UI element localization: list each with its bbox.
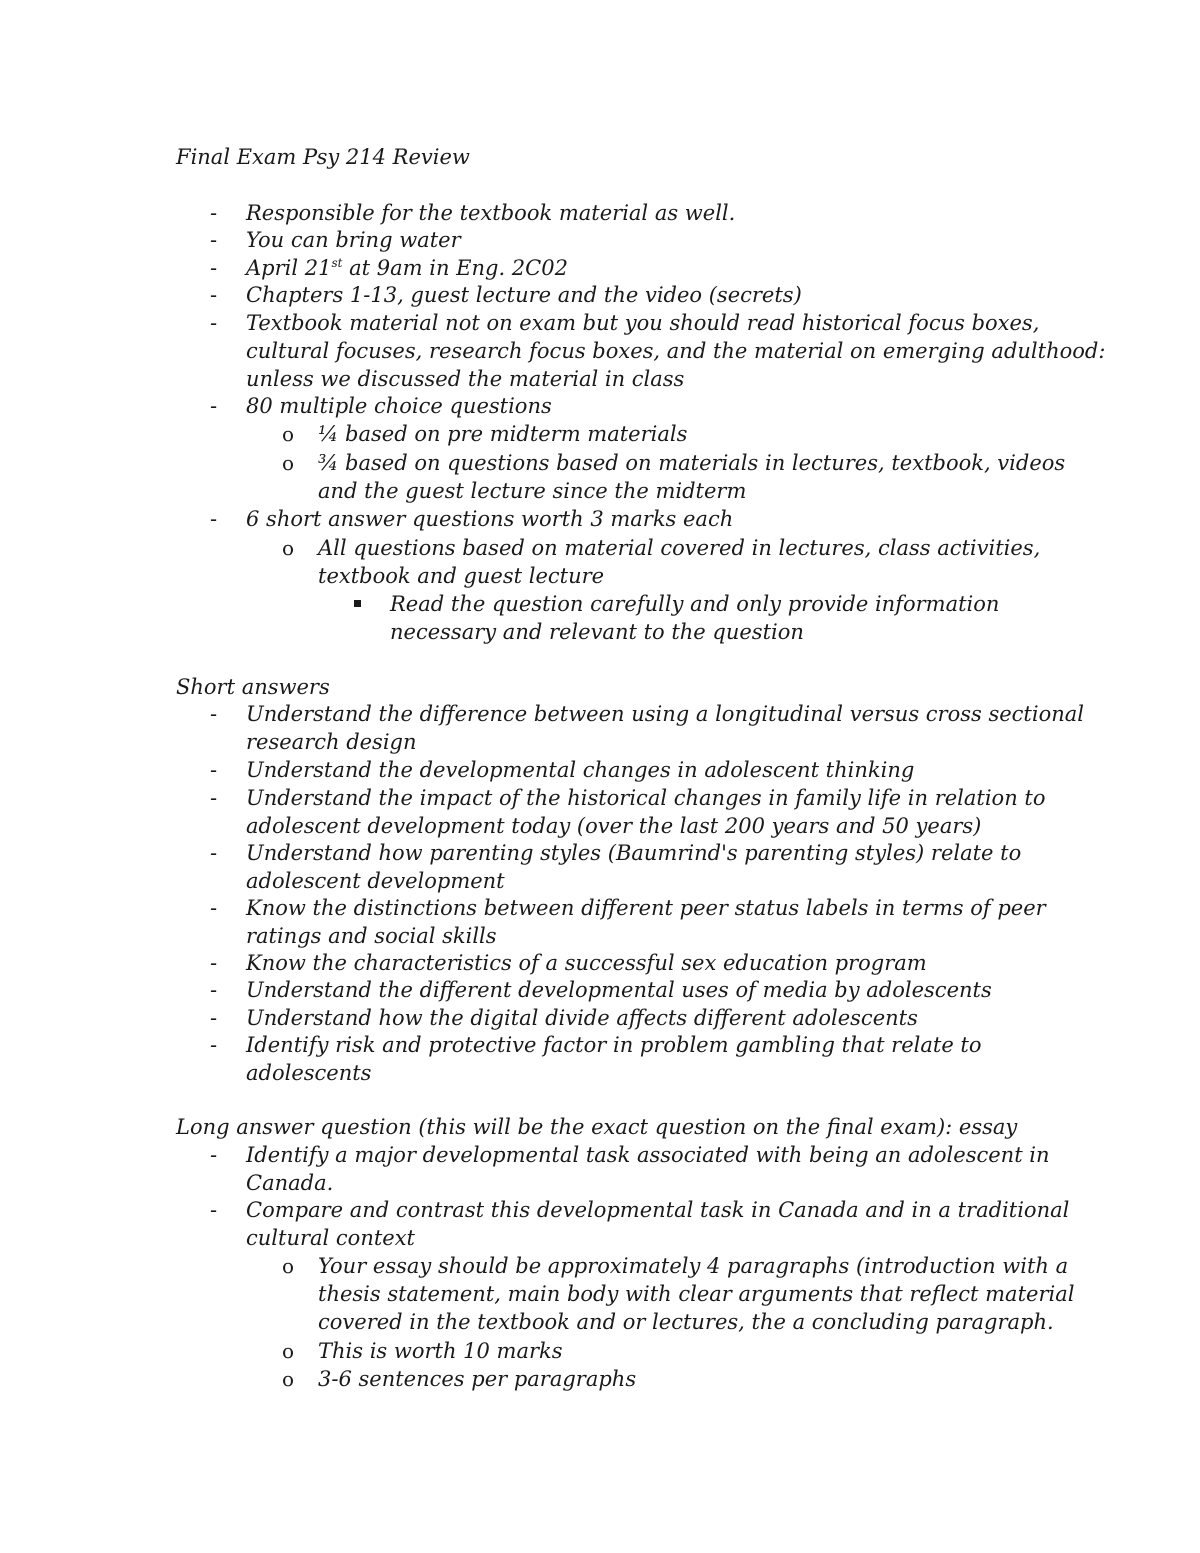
sub-list-item-line: textbook and guest lecture (318, 564, 605, 588)
document-title: Final Exam Psy 214 Review (176, 145, 470, 169)
sub-list-item-line: Your essay should be approximately 4 paragraphs (introduction with a (318, 1254, 1069, 1278)
list-item (246, 309, 1105, 393)
list-item-line: cultural focuses, research focus boxes, and the material on emerging adulthood: (246, 339, 1106, 363)
sub-sub-list-item-line: Read the question carefully and only provide information (390, 592, 1000, 616)
list-item-line: Canada. (246, 1171, 334, 1195)
dash-bullet: - (210, 896, 218, 920)
sub-list-item (318, 534, 1040, 590)
circle-bullet: o (282, 1339, 295, 1363)
sub-list-item-line: All questions based on material covered in lectures, class activities, (318, 536, 1041, 560)
list-item (246, 784, 1046, 840)
list-item: Understand the different developmental uses of media by adolescents (246, 978, 992, 1002)
list-item-line: Understand the difference between using a longitudinal versus cross sectional (246, 702, 1084, 726)
dash-bullet: - (210, 1198, 218, 1222)
exam-date-text: April 21 (246, 256, 332, 280)
list-item-line: cultural context (246, 1226, 415, 1250)
list-item: Understand the developmental changes in adolescent thinking (246, 758, 915, 782)
dash-bullet: - (210, 201, 218, 225)
dash-bullet: - (210, 1143, 218, 1167)
sub-list-item: 3-6 sentences per paragraphs (318, 1367, 637, 1391)
list-item-line: adolescent development (246, 869, 505, 893)
list-item-line: ratings and social skills (246, 924, 497, 948)
dash-bullet: - (210, 1006, 218, 1030)
list-item (246, 1196, 1069, 1252)
dash-bullet: - (210, 702, 218, 726)
sub-list-item (318, 1252, 1074, 1336)
list-item-line: Identify risk and protective factor in problem gambling that relate to (246, 1033, 982, 1057)
exam-location-text: at 9am in Eng. 2C02 (342, 256, 568, 280)
list-item-line: Know the distinctions between different peer status labels in terms of peer (246, 896, 1046, 920)
list-item: Understand how the digital divide affects different adolescents (246, 1006, 918, 1030)
sub-list-item: This is worth 10 marks (318, 1339, 563, 1363)
dash-bullet: - (210, 228, 218, 252)
list-item: You can bring water (246, 228, 461, 252)
list-item-line: Textbook material not on exam but you should read historical focus boxes, (246, 311, 1040, 335)
list-item (246, 254, 568, 282)
list-item (246, 1031, 982, 1087)
list-item-line: Understand the impact of the historical changes in family life in relation to (246, 786, 1046, 810)
sub-list-item-line: covered in the textbook and or lectures, the a concluding paragraph. (318, 1310, 1054, 1334)
list-item: Know the characteristics of a successful sex education program (246, 951, 927, 975)
list-item (246, 700, 1084, 756)
dash-bullet: - (210, 311, 218, 335)
circle-bullet: o (282, 451, 295, 475)
list-item: 80 multiple choice questions (246, 394, 552, 418)
sub-list-item (318, 449, 1065, 505)
short-answers-heading: Short answers (176, 675, 330, 699)
dash-bullet: - (210, 256, 218, 280)
sub-sub-list-item-line: necessary and relevant to the question (390, 620, 804, 644)
long-answer-heading: Long answer question (this will be the exact question on the final exam): essay (176, 1115, 1018, 1139)
dash-bullet: - (210, 1033, 218, 1057)
sub-sub-list-item (390, 590, 999, 646)
square-bullet-icon (354, 600, 361, 607)
ordinal-suffix: st (331, 256, 343, 270)
list-item-line: Identify a major developmental task associated with being an adolescent in (246, 1143, 1050, 1167)
list-item: Responsible for the textbook material as well. (246, 201, 736, 225)
sub-list-item-line: and the guest lecture since the midterm (318, 479, 747, 503)
list-item (246, 839, 1021, 895)
circle-bullet: o (282, 1254, 295, 1278)
sub-list-item-line: thesis statement, main body with clear arguments that reflect material (318, 1282, 1075, 1306)
dash-bullet: - (210, 758, 218, 782)
list-item (246, 894, 1046, 950)
sub-list-item: ¼ based on pre midterm materials (318, 422, 688, 446)
dash-bullet: - (210, 394, 218, 418)
list-item (246, 1141, 1050, 1197)
dash-bullet: - (210, 841, 218, 865)
list-item: Chapters 1-13, guest lecture and the video (secrets) (246, 283, 802, 307)
list-item-line: Understand how parenting styles (Baumrind's parenting styles) relate to (246, 841, 1022, 865)
list-item-line: adolescents (246, 1061, 372, 1085)
list-item-line: research design (246, 730, 417, 754)
sub-list-item-line: ¾ based on questions based on materials in lectures, textbook, videos (318, 451, 1066, 475)
list-item-line: adolescent development today (over the last 200 years and 50 years) (246, 814, 982, 838)
dash-bullet: - (210, 978, 218, 1002)
circle-bullet: o (282, 1367, 295, 1391)
circle-bullet: o (282, 422, 295, 446)
dash-bullet: - (210, 951, 218, 975)
dash-bullet: - (210, 507, 218, 531)
dash-bullet: - (210, 786, 218, 810)
circle-bullet: o (282, 536, 295, 560)
dash-bullet: - (210, 283, 218, 307)
list-item-line: Compare and contrast this developmental task in Canada and in a traditional (246, 1198, 1070, 1222)
list-item-line: unless we discussed the material in class (246, 367, 685, 391)
list-item: 6 short answer questions worth 3 marks each (246, 507, 734, 531)
